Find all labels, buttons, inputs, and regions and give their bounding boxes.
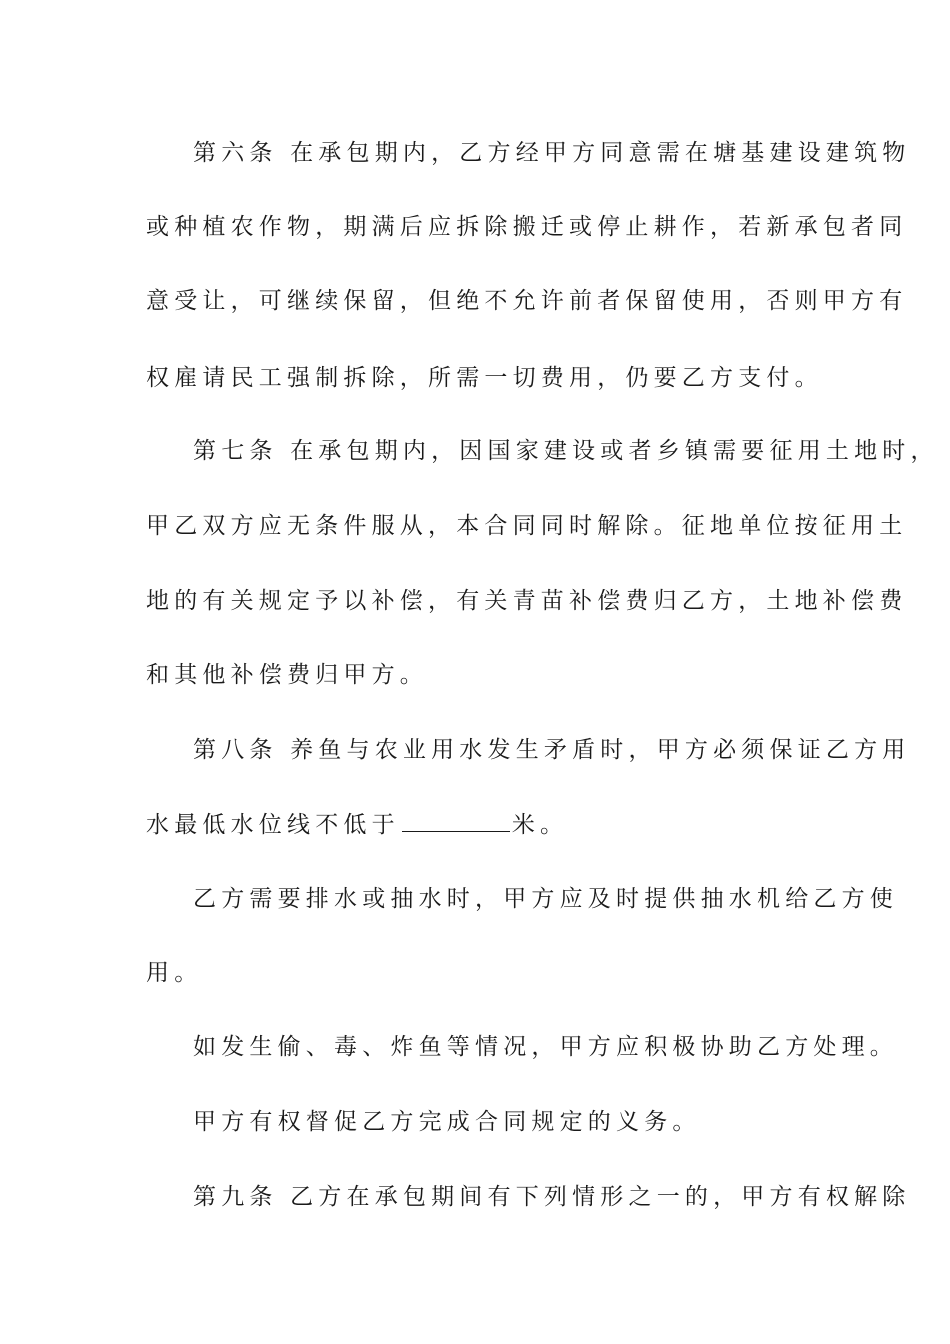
clause-6-line-4: 权雇请民工强制拆除，所需一切费用，仍要乙方支付。 <box>146 365 823 391</box>
clause-6-line-3: 意受让，可继续保留，但绝不允许前者保留使用，否则甲方有 <box>146 288 908 314</box>
clause-7-line-4: 和其他补偿费归甲方。 <box>146 662 428 688</box>
clause-8-line-1: 第八条 养鱼与农业用水发生矛盾时，甲方必须保证乙方用 <box>193 737 911 763</box>
clause-6-line-2: 或种植农作物，期满后应拆除搬迁或停止耕作，若新承包者同 <box>146 214 908 240</box>
clause-7-line-3: 地的有关规定予以补偿，有关青苗补偿费归乙方，土地补偿费 <box>146 588 908 614</box>
water-level-unit: 米。 <box>511 812 569 838</box>
clause-6-line-1: 第六条 在承包期内，乙方经甲方同意需在塘基建设建筑物 <box>193 140 911 166</box>
clause-8-line-2 <box>146 810 826 840</box>
drainage-line-1: 乙方需要排水或抽水时，甲方应及时提供抽水机给乙方使 <box>193 886 898 912</box>
clause-7-line-1: 第七条 在承包期内，因国家建设或者乡镇需要征用土地时， <box>193 438 939 464</box>
poaching-line: 如发生偷、毒、炸鱼等情况，甲方应积极协助乙方处理。 <box>193 1034 898 1060</box>
supervision-line: 甲方有权督促乙方完成合同规定的义务。 <box>193 1109 701 1135</box>
clause-9-line-1: 第九条 乙方在承包期间有下列情形之一的，甲方有权解除 <box>193 1184 911 1210</box>
drainage-line-2: 用。 <box>146 960 203 986</box>
clause-7-line-2: 甲乙双方应无条件服从，本合同同时解除。征地单位按征用土 <box>146 513 908 539</box>
water-level-text: 水最低水位线不低于 <box>146 812 400 838</box>
water-level-blank <box>402 811 510 832</box>
